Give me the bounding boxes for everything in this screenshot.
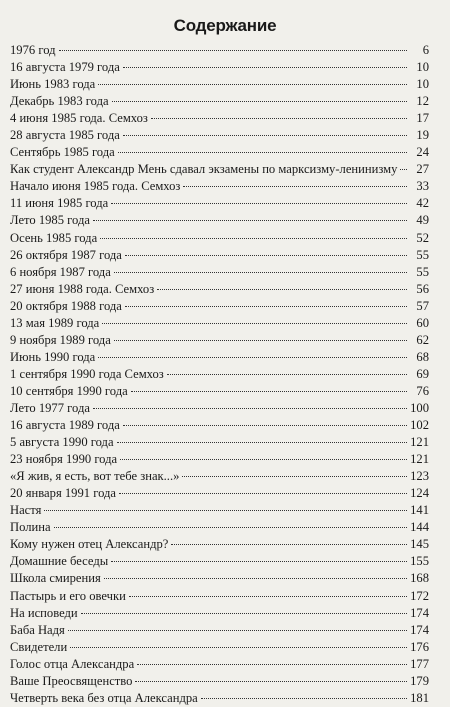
toc-entry-page-number: 168 bbox=[410, 571, 429, 586]
dot-leader bbox=[117, 442, 407, 443]
toc-entry-page-number: 68 bbox=[416, 349, 429, 364]
toc-entry-label: 6 ноября 1987 года bbox=[10, 264, 111, 279]
dot-leader bbox=[125, 255, 407, 256]
toc-entry-page-number: 42 bbox=[416, 196, 429, 211]
toc-entry-page-number: 49 bbox=[416, 213, 429, 228]
dot-leader bbox=[104, 578, 407, 579]
dot-leader bbox=[54, 527, 407, 528]
toc-entry-label: Голос отца Александра bbox=[10, 656, 135, 671]
toc-entry-page-number: 121 bbox=[410, 435, 429, 450]
toc-entry-label: Домашние беседы bbox=[10, 554, 109, 569]
toc-entry-label: Июнь 1990 года bbox=[10, 349, 96, 364]
toc-entry-label: 5 августа 1990 года bbox=[10, 435, 114, 450]
toc-entry-label: 9 ноября 1989 года bbox=[10, 332, 111, 347]
dot-leader bbox=[111, 561, 407, 562]
toc-entry bbox=[10, 417, 429, 434]
toc-entry-page-number: 69 bbox=[416, 366, 429, 381]
toc-entry-page-number: 144 bbox=[410, 520, 429, 535]
dot-leader bbox=[151, 118, 407, 119]
toc-entry-label: 13 мая 1989 года bbox=[10, 315, 100, 330]
dot-leader bbox=[171, 544, 407, 545]
toc-entry-page-number: 12 bbox=[416, 94, 429, 109]
toc-entry-page-number: 62 bbox=[416, 332, 429, 347]
dot-leader bbox=[112, 101, 407, 102]
toc-entry-page-number: 33 bbox=[416, 179, 429, 194]
toc-entry bbox=[10, 451, 429, 468]
toc-entry-label: Как студент Александр Мень сдавал экзамены по марксизму-ленинизму bbox=[10, 162, 398, 177]
dot-leader bbox=[100, 238, 407, 239]
toc-entry-page-number: 172 bbox=[410, 588, 429, 603]
toc-entry bbox=[10, 553, 429, 570]
dot-leader bbox=[118, 152, 407, 153]
toc-entry-page-number: 145 bbox=[410, 537, 429, 552]
dot-leader bbox=[111, 203, 407, 204]
toc-entry-page-number: 19 bbox=[416, 128, 429, 143]
toc-entry-page-number: 55 bbox=[416, 247, 429, 262]
toc-entry-label: 1976 год bbox=[10, 43, 56, 57]
dot-leader bbox=[68, 630, 407, 631]
toc-entry-label: 11 июня 1985 года bbox=[10, 196, 109, 211]
toc-entry-label: 20 января 1991 года bbox=[10, 486, 117, 501]
dot-leader bbox=[400, 169, 407, 170]
toc-entry-page-number: 176 bbox=[410, 639, 429, 654]
toc-entry bbox=[10, 434, 429, 451]
dot-leader bbox=[59, 50, 407, 51]
toc-entry bbox=[10, 247, 429, 264]
toc-entry-label: 20 октября 1988 года bbox=[10, 298, 122, 313]
dot-leader bbox=[123, 135, 407, 136]
toc-entry-page-number: 56 bbox=[416, 281, 429, 296]
toc-entry bbox=[10, 366, 429, 383]
toc-entry-label: «Я жив, я есть, вот тебе знак...» bbox=[10, 469, 180, 484]
toc-entry-page-number: 181 bbox=[410, 690, 429, 705]
toc-entry-page-number: 60 bbox=[416, 315, 429, 330]
toc-entry bbox=[10, 605, 429, 622]
toc-entry-page-number: 121 bbox=[410, 452, 429, 467]
toc-entry-page-number: 100 bbox=[410, 400, 429, 415]
toc-entry-page-number: 174 bbox=[410, 605, 429, 620]
toc-entry-label: Лето 1985 года bbox=[10, 213, 90, 228]
toc-entry bbox=[10, 281, 429, 298]
toc-entry-page-number: 177 bbox=[410, 656, 429, 671]
toc-entry-label: На исповеди bbox=[10, 605, 78, 620]
dot-leader bbox=[81, 613, 407, 614]
toc-entry-label: 28 августа 1985 года bbox=[10, 128, 120, 143]
dot-leader bbox=[201, 698, 407, 699]
toc-entry bbox=[10, 690, 429, 707]
toc-entry bbox=[10, 178, 429, 195]
toc-entry bbox=[10, 536, 429, 553]
toc-entry bbox=[10, 93, 429, 110]
toc-entry bbox=[10, 349, 429, 366]
dot-leader bbox=[131, 391, 407, 392]
toc-entry-page-number: 155 bbox=[410, 554, 429, 569]
toc-entry-page-number: 179 bbox=[410, 673, 429, 688]
toc-entry-page-number: 6 bbox=[422, 43, 429, 57]
toc-entry-label: 16 августа 1989 года bbox=[10, 418, 120, 433]
dot-leader bbox=[119, 493, 407, 494]
dot-leader bbox=[98, 357, 407, 358]
toc-entry bbox=[10, 315, 429, 332]
toc-entry bbox=[10, 400, 429, 417]
toc-entry bbox=[10, 42, 429, 59]
dot-leader bbox=[114, 340, 407, 341]
toc-entry bbox=[10, 485, 429, 502]
toc-entry-label: 16 августа 1979 года bbox=[10, 60, 120, 75]
toc-entry-label: Июнь 1983 года bbox=[10, 77, 96, 92]
toc-entry bbox=[10, 502, 429, 519]
toc-entry-label: Школа смирения bbox=[10, 571, 101, 586]
toc-entry bbox=[10, 519, 429, 536]
dot-leader bbox=[98, 84, 407, 85]
dot-leader bbox=[70, 647, 407, 648]
toc-entry bbox=[10, 59, 429, 76]
dot-leader bbox=[120, 459, 407, 460]
toc-entry-page-number: 10 bbox=[416, 60, 429, 75]
toc-entry bbox=[10, 622, 429, 639]
dot-leader bbox=[93, 220, 407, 221]
toc-entry bbox=[10, 383, 429, 400]
dot-leader bbox=[183, 186, 407, 187]
toc-entry bbox=[10, 161, 429, 178]
dot-leader bbox=[129, 596, 407, 597]
toc-entry bbox=[10, 76, 429, 93]
toc-entry-label: Лето 1977 года bbox=[10, 400, 90, 415]
dot-leader bbox=[167, 374, 407, 375]
toc-entry-label: Настя bbox=[10, 503, 42, 518]
dot-leader bbox=[137, 664, 407, 665]
toc-entry bbox=[10, 468, 429, 485]
toc-entry bbox=[10, 212, 429, 229]
toc-entry-label: 1 сентября 1990 года Семхоз bbox=[10, 366, 164, 381]
toc-entry-label: 10 сентября 1990 года bbox=[10, 383, 128, 398]
toc-entry-page-number: 123 bbox=[410, 469, 429, 484]
dot-leader bbox=[182, 476, 407, 477]
dot-leader bbox=[44, 510, 407, 511]
toc-entry bbox=[10, 195, 429, 212]
toc-entry bbox=[10, 639, 429, 656]
toc-entry-page-number: 174 bbox=[410, 622, 429, 637]
toc-entry-label: 26 октября 1987 года bbox=[10, 247, 122, 262]
table-of-contents bbox=[10, 42, 429, 707]
toc-entry-label: 4 июня 1985 года. Семхоз bbox=[10, 111, 148, 126]
dot-leader bbox=[123, 425, 407, 426]
toc-entry-page-number: 76 bbox=[416, 383, 429, 398]
toc-entry bbox=[10, 110, 429, 127]
dot-leader bbox=[93, 408, 407, 409]
toc-entry-label: Декабрь 1983 года bbox=[10, 94, 109, 109]
toc-entry-page-number: 27 bbox=[416, 162, 429, 177]
toc-entry bbox=[10, 332, 429, 349]
toc-entry-label: 23 ноября 1990 года bbox=[10, 452, 118, 467]
toc-entry-page-number: 102 bbox=[410, 418, 429, 433]
page-title: Содержание bbox=[173, 16, 277, 35]
toc-entry bbox=[10, 264, 429, 281]
toc-entry-page-number: 57 bbox=[416, 298, 429, 313]
toc-entry-label: Четверть века без отца Александра bbox=[10, 690, 198, 705]
dot-leader bbox=[125, 306, 407, 307]
dot-leader bbox=[123, 67, 407, 68]
toc-entry-label: 27 июня 1988 года. Семхоз bbox=[10, 281, 155, 296]
dot-leader bbox=[114, 272, 407, 273]
toc-entry-label: Сентябрь 1985 года bbox=[10, 145, 115, 160]
toc-entry-label: Осень 1985 года bbox=[10, 230, 98, 245]
toc-entry-label: Кому нужен отец Александр? bbox=[10, 537, 169, 552]
toc-entry bbox=[10, 588, 429, 605]
toc-entry-page-number: 55 bbox=[416, 264, 429, 279]
toc-entry bbox=[10, 656, 429, 673]
toc-entry-label: Пастырь и его овечки bbox=[10, 588, 126, 603]
toc-entry-label: Начало июня 1985 года. Семхоз bbox=[10, 179, 181, 194]
dot-leader bbox=[102, 323, 407, 324]
toc-entry bbox=[10, 673, 429, 690]
toc-entry-label: Полина bbox=[10, 520, 51, 535]
toc-entry-label: Ваше Преосвященство bbox=[10, 673, 133, 688]
toc-entry-page-number: 52 bbox=[416, 230, 429, 245]
toc-entry-page-number: 141 bbox=[410, 503, 429, 518]
dot-leader bbox=[157, 289, 407, 290]
toc-entry-page-number: 10 bbox=[416, 77, 429, 92]
toc-entry-page-number: 124 bbox=[410, 486, 429, 501]
toc-entry-page-number: 24 bbox=[416, 145, 429, 160]
toc-entry-page-number: 17 bbox=[416, 111, 429, 126]
toc-entry-label: Баба Надя bbox=[10, 622, 65, 637]
toc-entry-label: Свидетели bbox=[10, 639, 68, 654]
toc-entry bbox=[10, 298, 429, 315]
toc-entry bbox=[10, 570, 429, 587]
toc-entry bbox=[10, 127, 429, 144]
toc-entry bbox=[10, 144, 429, 161]
dot-leader bbox=[135, 681, 407, 682]
toc-entry bbox=[10, 230, 429, 247]
